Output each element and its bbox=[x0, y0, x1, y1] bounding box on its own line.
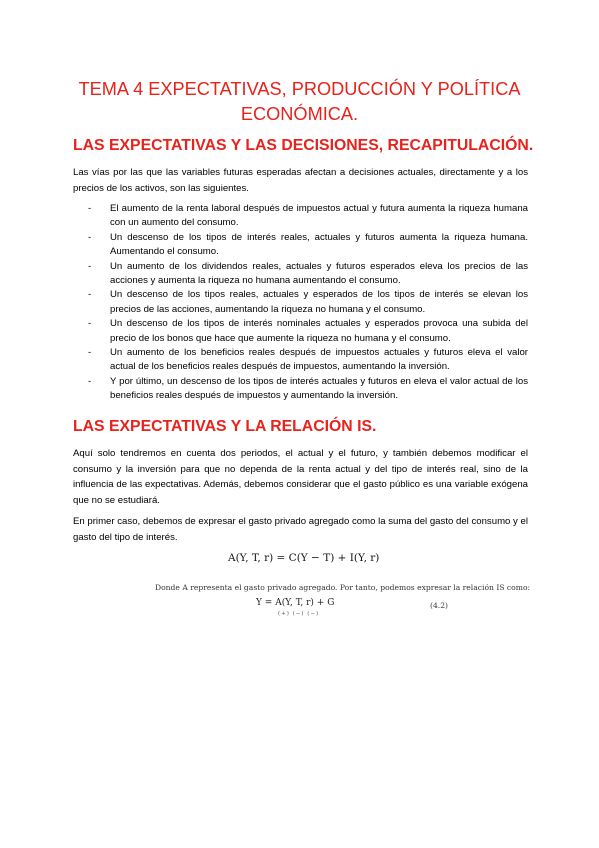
equation-number: (4.2) bbox=[430, 601, 449, 610]
list-item-text: Un aumento de los dividendos reales, actuales y futuros esperados eleva los precios de las acciones y aumenta la riqueza no humana aumentando el consumo. bbox=[110, 260, 528, 287]
section-intro-paragraph: Las vías por las que las variables futuras esperadas afectan a decisiones actuales, directamente y a los precios de los activos, son las siguientes. bbox=[73, 167, 528, 194]
section-heading-is-relation: LAS EXPECTATIVAS Y LA RELACIÓN IS. bbox=[73, 418, 377, 435]
list-item-text: El aumento de la renta laboral después de impuestos actual y futura aumenta la riqueza humana con un aumento del consumo. bbox=[110, 203, 528, 229]
list-bullet: - bbox=[88, 318, 92, 330]
list-item-text: Un descenso de los tipos de interés reales, actuales y futuros aumenta la riqueza humana. Aumentando el consumo. bbox=[110, 231, 528, 258]
is-relation-formula: Y = A(Y, T, r) + G bbox=[256, 598, 335, 608]
list-item-text: Un aumento de los beneficios reales después de impuestos actuales y futuros eleva el valor actual de los beneficios reales después de impuestos, aumentando la inversión. bbox=[110, 347, 528, 373]
expectations-list bbox=[88, 202, 528, 404]
list-bullet: - bbox=[88, 231, 92, 243]
list-item bbox=[88, 202, 528, 231]
list-item bbox=[88, 288, 528, 317]
list-bullet: - bbox=[88, 203, 92, 214]
list-bullet: - bbox=[88, 375, 92, 387]
list-item bbox=[88, 375, 528, 404]
list-bullet: - bbox=[88, 260, 92, 272]
is-paragraph-private-spending: En primer caso, debemos de expresar el gasto privado agregado como la suma del gasto del consumo y el gasto del tipo de interés. bbox=[73, 516, 528, 543]
list-item bbox=[88, 346, 528, 375]
formula-caption: Donde A representa el gasto privado agregado. Por tanto, podemos expresar la relación IS como: bbox=[155, 583, 531, 592]
list-bullet: - bbox=[88, 289, 92, 301]
is-formula-signs: (+) (−) (−) bbox=[278, 611, 320, 617]
list-item bbox=[88, 260, 528, 289]
list-item bbox=[88, 317, 528, 346]
is-paragraph-periods: Aquí solo tendremos en cuenta dos periodos, el actual y el futuro, y también debemos modificar el consumo y la inversión para que no dependa de la renta actual y del tipo de interés real, sino de la influencia de las expectativas. Además, debemos considerar que el gasto público es una variable exógena que no se estudiará. bbox=[73, 448, 528, 506]
list-item-text: Y por último, un descenso de los tipos de interés actuales y futuros en eleva el valor actual de los beneficios reales después de impuestos y aumentando la inversión. bbox=[110, 375, 528, 402]
list-item bbox=[88, 231, 528, 260]
list-item-text: Un descenso de los tipos reales, actuales y esperados de los tipos de interés se elevan los precios de las acciones, aumentando la riqueza no humana y el consumo. bbox=[110, 289, 528, 315]
document-title: TEMA 4 EXPECTATIVAS, PRODUCCIÓN Y POLÍTICA ECONÓMICA. bbox=[78, 79, 521, 124]
section-heading-decisions: LAS EXPECTATIVAS Y LAS DECISIONES, RECAPITULACIÓN. bbox=[73, 137, 534, 154]
list-bullet: - bbox=[88, 347, 92, 359]
aggregate-spending-formula: A(Y, T, r) = C(Y − T) + I(Y, r) bbox=[228, 552, 380, 564]
list-item-text: Un descenso de los tipos de interés nominales actuales y esperados provoca una subida del precio de los bonos que hace que aumente la riqueza no humana y el consumo. bbox=[110, 318, 528, 344]
